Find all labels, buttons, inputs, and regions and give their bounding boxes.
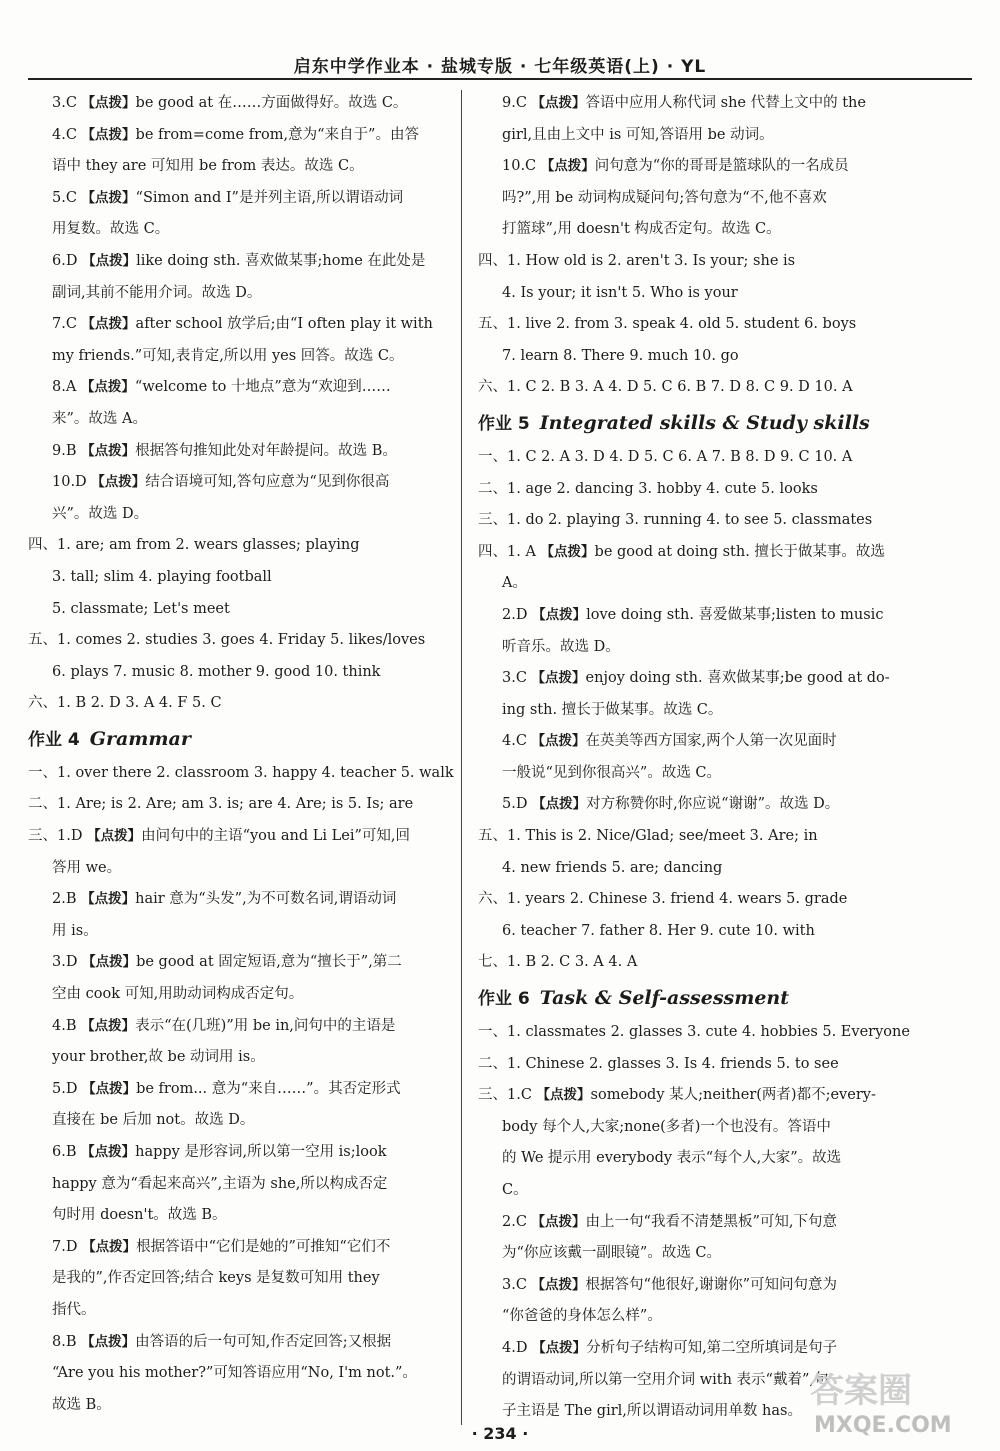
answer-text: 六、1. B 2. D 3. A 4. F 5. C xyxy=(28,695,222,712)
answer-text: ing sth. 擅长于做某事。故选 C。 xyxy=(502,701,723,718)
page-number: · 234 · xyxy=(471,1424,529,1443)
hint-tag: 【点拨】 xyxy=(81,189,136,206)
answer-text: 6. teacher 7. father 8. Her 9. cute 10. with xyxy=(502,922,815,939)
answer-line xyxy=(478,214,930,246)
answer-text: 由上一句“我看不清楚黑板”可知,下句意 xyxy=(585,1213,837,1230)
hint-tag: 【点拨】 xyxy=(81,126,136,143)
answer-text: 由问句中的主语“you and Li Lei”可知,回 xyxy=(141,828,410,845)
answer-text: 分析句子结构可知,第二空所填词是句子 xyxy=(586,1339,838,1356)
answer-line xyxy=(478,1238,930,1270)
section-title: Grammar xyxy=(89,727,191,750)
answer-line xyxy=(28,436,460,468)
answer-line xyxy=(28,1390,460,1422)
right-column xyxy=(478,88,930,1428)
answer-text: 用 is。 xyxy=(52,922,98,939)
hint-tag: 【点拨】 xyxy=(531,95,586,111)
hint-tag: 【点拨】 xyxy=(82,1238,137,1255)
answer-line xyxy=(478,1333,930,1365)
answer-text: 的谓语动词,所以第一空用介词 with 表示“戴着”,句 xyxy=(502,1371,829,1388)
answer-text: girl,且由上文中 is 可知,答语用 be 动词。 xyxy=(502,126,774,143)
answer-text: 打篮球”,用 doesn't 构成否定句。故选 C。 xyxy=(502,221,781,238)
answer-text: 七、1. B 2. C 3. A 4. A xyxy=(478,954,638,971)
answer-number: 3.C xyxy=(502,670,527,687)
answer-line xyxy=(28,183,460,215)
answer-text: 根据答句推知此处对年龄提问。故选 B。 xyxy=(135,442,397,459)
answer-line xyxy=(478,309,930,341)
hint-tag: 【点拨】 xyxy=(91,474,146,491)
hint-tag: 【点拨】 xyxy=(81,1017,136,1034)
answer-number: 2.D xyxy=(502,606,528,623)
answer-line xyxy=(478,853,930,885)
answer-line xyxy=(478,1270,930,1302)
answer-text: 六、1. years 2. Chinese 3. friend 4. wears 5. grade xyxy=(478,891,848,908)
answer-number: 3.C xyxy=(52,95,77,111)
answer-number: 5.C xyxy=(52,189,77,206)
answer-text: 四、1. How old is 2. aren't 3. Is your; she is xyxy=(478,252,796,269)
answer-line xyxy=(478,1112,930,1144)
answer-number: 9.C xyxy=(502,95,527,111)
answer-line xyxy=(28,625,460,657)
answer-text: be good at doing sth. 擅长于做某事。故选 xyxy=(594,543,885,560)
answer-text: 是我的”,作否定回答;结合 keys 是复数可知用 they xyxy=(52,1270,380,1287)
answer-text: 句时用 doesn't。故选 B。 xyxy=(52,1207,227,1224)
answer-text: happy 意为“看起来高兴”,主语为 she,所以构成否定 xyxy=(52,1175,388,1192)
answer-text: body 每个人,大家;none(多者)一个也没有。答语中 xyxy=(502,1118,831,1135)
answer-text: 故选 B。 xyxy=(52,1396,111,1413)
answer-text: A。 xyxy=(502,575,527,592)
answer-line xyxy=(28,372,460,404)
answer-line xyxy=(28,562,460,594)
answer-number: 4.C xyxy=(52,126,77,143)
answer-text: 问句意为“你的哥哥是篮球队的一名成员 xyxy=(594,158,849,175)
answer-line xyxy=(28,916,460,948)
answer-line xyxy=(28,688,460,720)
answer-text: be good at 在……方面做得好。故选 C。 xyxy=(135,95,408,111)
answer-line xyxy=(28,120,460,152)
answer-text: like doing sth. 喜欢做某事;home 在此处是 xyxy=(136,252,426,269)
answer-text: C。 xyxy=(502,1182,528,1198)
answer-text: somebody 某人;neither(两者)都不;every- xyxy=(590,1087,876,1104)
section-title: Task & Self-assessment xyxy=(539,987,790,1010)
answer-line xyxy=(478,442,930,474)
answer-line xyxy=(28,947,460,979)
answer-line xyxy=(478,1080,930,1112)
answer-text: 六、1. C 2. B 3. A 4. D 5. C 6. B 7. D 8. C 9. D 10. A xyxy=(478,379,853,396)
answer-text: 4. Is your; it isn't 5. Who is your xyxy=(502,284,738,301)
answer-line xyxy=(28,853,460,885)
answer-number: 6.D xyxy=(52,252,78,269)
section-title: Integrated skills & Study skills xyxy=(539,411,870,434)
hint-tag: 【点拨】 xyxy=(531,1213,586,1230)
answer-line xyxy=(28,246,460,278)
answer-number: 10.D xyxy=(52,474,87,491)
answer-text: 7. learn 8. There 9. much 10. go xyxy=(502,347,739,364)
answer-line xyxy=(28,789,460,821)
hint-tag: 【点拨】 xyxy=(532,796,587,813)
answer-line xyxy=(478,600,930,632)
hint-tag: 【点拨】 xyxy=(87,828,142,845)
answer-text: 4. new friends 5. are; dancing xyxy=(502,859,723,876)
answer-text: happy 是形容词,所以第一空用 is;look xyxy=(135,1144,387,1160)
header-rule xyxy=(28,78,972,80)
answer-number: 6.B xyxy=(52,1144,77,1160)
answer-line xyxy=(28,1074,460,1106)
answer-text: 指代。 xyxy=(52,1301,96,1318)
answer-line xyxy=(478,916,930,948)
answer-text: 一、1. classmates 2. glasses 3. cute 4. hobbies 5. Everyone xyxy=(478,1024,910,1041)
answer-number: 三、1.C xyxy=(478,1087,532,1104)
answer-number: 5.D xyxy=(502,796,528,813)
watermark-line1: 答案圈 xyxy=(810,1371,912,1411)
hint-tag: 【点拨】 xyxy=(81,95,136,111)
answer-line xyxy=(478,758,930,790)
answer-line xyxy=(28,594,460,626)
hint-tag: 【点拨】 xyxy=(81,1144,136,1160)
answer-text: 3. tall; slim 4. playing football xyxy=(52,568,272,585)
answer-line xyxy=(478,1143,930,1175)
answer-line xyxy=(28,530,460,562)
answer-text: 用复数。故选 C。 xyxy=(52,221,170,238)
answer-text: my friends.”可知,表肯定,所以用 yes 回答。故选 C。 xyxy=(52,347,404,364)
answer-line xyxy=(28,979,460,1011)
section-number: 作业 5 xyxy=(478,413,530,434)
answer-line xyxy=(28,1169,460,1201)
answer-line xyxy=(28,821,460,853)
answer-text: 子主语是 The girl,所以谓语动词用单数 has。 xyxy=(502,1403,802,1420)
section-number: 作业 4 xyxy=(28,729,80,750)
answer-number: 7.D xyxy=(52,1238,78,1255)
section-number: 作业 6 xyxy=(478,989,530,1010)
answer-text: 根据答语中“它们是她的”可推知“它们不 xyxy=(136,1238,391,1255)
answer-number: 3.D xyxy=(52,954,78,971)
answer-line xyxy=(478,947,930,979)
answer-line xyxy=(28,1105,460,1137)
answer-line xyxy=(28,1011,460,1043)
answer-text: 一般说“见到你很高兴”。故选 C。 xyxy=(502,764,722,781)
answer-text: enjoy doing sth. 喜欢做某事;be good at do- xyxy=(585,670,890,687)
answer-text: “Are you his mother?”可知答语应用“No, I'm not.”。 xyxy=(52,1365,417,1382)
answer-line xyxy=(28,1295,460,1327)
answer-text: 对方称赞你时,你应说“谢谢”。故选 D。 xyxy=(586,796,840,813)
answer-text: love doing sth. 喜爱做某事;listen to music xyxy=(586,606,884,623)
answer-text: 结合语境可知,答句应意为“见到你很高 xyxy=(145,474,390,491)
hint-tag: 【点拨】 xyxy=(80,379,135,396)
hint-tag: 【点拨】 xyxy=(531,1276,586,1293)
answer-line xyxy=(478,246,930,278)
answer-number: 四、1. A xyxy=(478,543,536,560)
answer-text: 吗?”,用 be 动词构成疑问句;答句意为“不,他不喜欢 xyxy=(502,189,827,206)
watermark-line2: MXQE.COM xyxy=(814,1413,952,1438)
answer-number: 4.C xyxy=(502,733,527,750)
answer-line xyxy=(28,499,460,531)
hint-tag: 【点拨】 xyxy=(81,316,136,333)
answer-line xyxy=(478,663,930,695)
answer-line xyxy=(478,884,930,916)
answer-line xyxy=(478,505,930,537)
answer-line xyxy=(478,632,930,664)
hint-tag: 【点拨】 xyxy=(531,670,586,687)
page-header: 启东中学作业本 · 盐城专版 · 七年级英语(上) · YL xyxy=(293,57,707,77)
answer-number: 4.B xyxy=(52,1017,77,1034)
hint-tag: 【点拨】 xyxy=(81,891,136,908)
answer-text: your brother,故 be 动词用 is。 xyxy=(52,1049,265,1066)
answer-text: 在英美等西方国家,两个人第一次见面时 xyxy=(585,733,837,750)
hint-tag: 【点拨】 xyxy=(532,606,587,623)
answer-line xyxy=(28,88,460,120)
answer-text: 听音乐。故选 D。 xyxy=(502,638,620,655)
answer-line xyxy=(28,758,460,790)
answer-line xyxy=(478,151,930,183)
answer-line xyxy=(28,884,460,916)
hint-tag: 【点拨】 xyxy=(82,252,137,269)
answer-text: 空由 cook 可知,用助动词构成否定句。 xyxy=(52,986,304,1003)
answer-line xyxy=(28,1358,460,1390)
answer-line xyxy=(478,726,930,758)
answer-text: 来”。故选 A。 xyxy=(52,410,147,427)
hint-tag: 【点拨】 xyxy=(540,158,595,175)
answer-number: 9.B xyxy=(52,442,77,459)
answer-line xyxy=(28,404,460,436)
section-heading xyxy=(28,720,460,758)
answer-text: 根据答句“他很好,谢谢你”可知问句意为 xyxy=(585,1276,837,1293)
answer-line xyxy=(478,372,930,404)
answer-line xyxy=(478,341,930,373)
watermark-logo xyxy=(800,1370,960,1440)
hint-tag: 【点拨】 xyxy=(82,1080,137,1097)
hint-tag: 【点拨】 xyxy=(81,1333,136,1350)
answer-number: 3.C xyxy=(502,1276,527,1293)
answer-line xyxy=(478,278,930,310)
answer-text: 表示“在(几班)”用 be in,问句中的主语是 xyxy=(135,1017,396,1034)
answer-text: “Simon and I”是并列主语,所以谓语动词 xyxy=(135,189,404,206)
answer-text: 直接在 be 后加 not。故选 D。 xyxy=(52,1112,255,1129)
hint-tag: 【点拨】 xyxy=(536,1087,591,1104)
answer-line xyxy=(478,695,930,727)
answer-line xyxy=(28,151,460,183)
answer-text: 五、1. live 2. from 3. speak 4. old 5. student 6. boys xyxy=(478,316,857,333)
answer-line xyxy=(28,309,460,341)
answer-line xyxy=(478,789,930,821)
answer-text: 为“你应该戴一副眼镜”。故选 C。 xyxy=(502,1245,722,1262)
answer-text: hair 意为“头发”,为不可数名词,谓语动词 xyxy=(135,891,397,908)
answer-text: 副词,其前不能用介词。故选 D。 xyxy=(52,284,262,301)
hint-tag: 【点拨】 xyxy=(531,733,586,750)
answer-number: 10.C xyxy=(502,158,537,175)
answer-text: 语中 they are 可知用 be from 表达。故选 C。 xyxy=(52,158,364,175)
answer-line xyxy=(478,1175,930,1207)
answer-text: 二、1. Chinese 2. glasses 3. Is 4. friends 5. to see xyxy=(478,1055,839,1072)
answer-line xyxy=(28,214,460,246)
answer-text: 6. plays 7. music 8. mother 9. good 10. think xyxy=(52,663,381,680)
answer-text: 由答语的后一句可知,作否定回答;又根据 xyxy=(135,1333,392,1350)
answer-line xyxy=(478,1207,930,1239)
answer-text: 五、1. comes 2. studies 3. goes 4. Friday 5. likes/loves xyxy=(28,632,426,649)
answer-number: 三、1.D xyxy=(28,828,83,845)
answer-text: “welcome to 十地点”意为“欢迎到…… xyxy=(134,379,391,396)
answer-number: 4.D xyxy=(502,1339,528,1356)
answer-line xyxy=(28,1042,460,1074)
answer-text: 的 We 提示用 everybody 表示“每个人,大家”。故选 xyxy=(502,1150,842,1167)
hint-tag: 【点拨】 xyxy=(540,543,595,560)
answer-text: 答语中应用人称代词 she 代替上文中的 the xyxy=(585,95,866,111)
answer-line xyxy=(478,1049,930,1081)
hint-tag: 【点拨】 xyxy=(82,954,137,971)
answer-text: 一、1. over there 2. classroom 3. happy 4. teacher 5. walk xyxy=(28,764,454,781)
answer-line xyxy=(478,88,930,120)
answer-text: 四、1. are; am from 2. wears glasses; playing xyxy=(28,537,360,554)
answer-text: be from=come from,意为“来自于”。由答 xyxy=(135,126,419,143)
answer-number: 7.C xyxy=(52,316,77,333)
answer-text: 一、1. C 2. A 3. D 4. D 5. C 6. A 7. B 8. D 9. C 10. A xyxy=(478,448,853,465)
answer-line xyxy=(478,1017,930,1049)
answer-line xyxy=(478,1301,930,1333)
answer-line xyxy=(28,1200,460,1232)
answer-line xyxy=(478,120,930,152)
answer-line xyxy=(478,474,930,506)
answer-line xyxy=(28,467,460,499)
answer-text: 五、1. This is 2. Nice/Glad; see/meet 3. Are; in xyxy=(478,828,818,845)
answer-text: after school 放学后;由“I often play it with xyxy=(135,316,433,333)
left-column xyxy=(28,88,460,1421)
answer-text: 二、1. age 2. dancing 3. hobby 4. cute 5. looks xyxy=(478,480,818,497)
answer-line xyxy=(478,183,930,215)
hint-tag: 【点拨】 xyxy=(532,1339,587,1356)
answer-text: 答用 we。 xyxy=(52,859,122,876)
answer-line xyxy=(478,821,930,853)
answer-line xyxy=(478,537,930,569)
answer-text: “你爸爸的身体怎么样”。 xyxy=(502,1308,662,1325)
answer-line xyxy=(28,1263,460,1295)
column-divider xyxy=(461,90,462,1425)
answer-text: 三、1. do 2. playing 3. running 4. to see 5. classmates xyxy=(478,512,873,529)
hint-tag: 【点拨】 xyxy=(81,442,136,459)
answer-number: 5.D xyxy=(52,1080,78,1097)
answer-line xyxy=(28,1232,460,1264)
answer-number: 2.C xyxy=(502,1213,527,1230)
section-heading xyxy=(478,979,930,1017)
answer-text: be from... 意为“来自……”。其否定形式 xyxy=(136,1080,401,1097)
section-heading xyxy=(478,404,930,442)
answer-line xyxy=(28,1327,460,1359)
answer-text: 二、1. Are; is 2. Are; am 3. is; are 4. Are; is 5. Is; are xyxy=(28,796,414,813)
answer-line xyxy=(478,568,930,600)
answer-line xyxy=(28,341,460,373)
answer-number: 8.A xyxy=(52,379,77,396)
answer-line xyxy=(28,657,460,689)
answer-text: be good at 固定短语,意为“擅长于”,第二 xyxy=(136,954,402,971)
answer-number: 8.B xyxy=(52,1333,77,1350)
answer-text: 5. classmate; Let's meet xyxy=(52,600,230,617)
answer-line xyxy=(28,278,460,310)
answer-number: 2.B xyxy=(52,891,77,908)
answer-line xyxy=(28,1137,460,1169)
answer-text: 兴”。故选 D。 xyxy=(52,505,149,522)
